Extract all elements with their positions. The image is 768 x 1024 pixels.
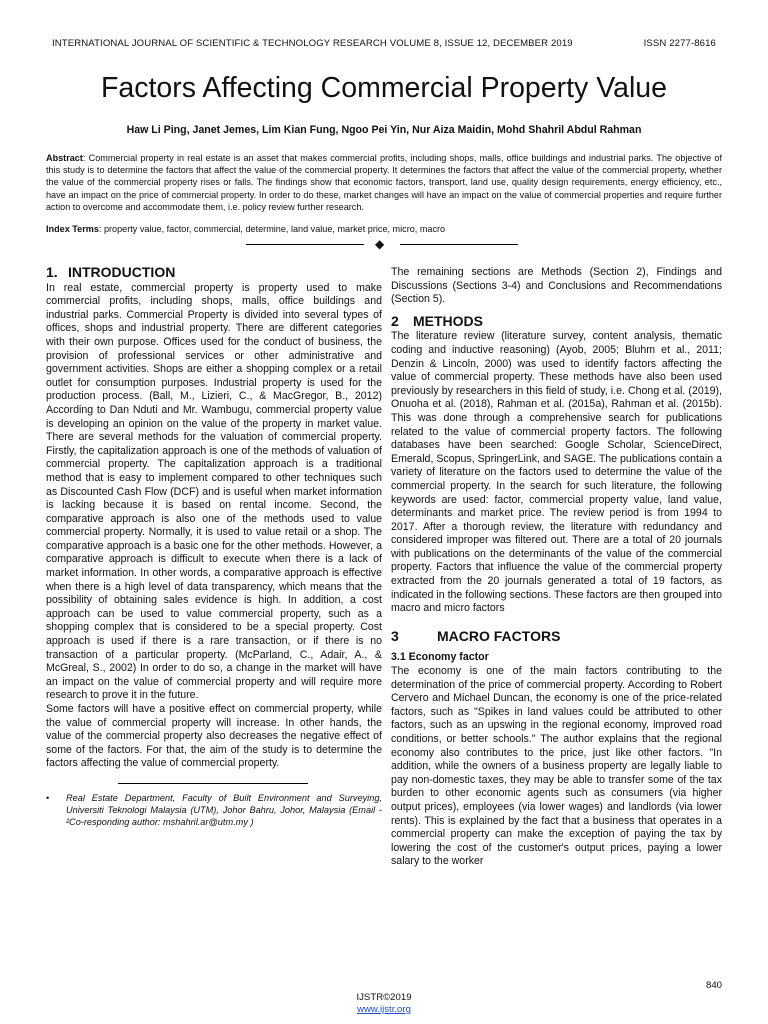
left-column — [46, 266, 382, 828]
introduction-number: 1. — [46, 264, 58, 280]
footnote — [46, 792, 382, 828]
introduction-title: INTRODUCTION — [68, 264, 176, 280]
index-terms-label: Index Terms — [46, 224, 99, 234]
separator-line-right — [400, 244, 518, 245]
economy-factor-heading: 3.1 Economy factor — [391, 651, 489, 664]
methods-number: 2 — [391, 312, 399, 329]
introduction-paragraph-2: Some factors will have a positive effect on commercial property, while the value of commercial property will increase. In other hands, the value of the commercial property also decreases the negative effect of some of the factors. For that, the aim of the study is to determine the factors affecting the value of commercial property. — [46, 703, 382, 770]
footnote-text: Real Estate Department, Faculty of Built Environment and Surveying, Universiti Teknologi Malaysia (UTM), Johor Bahru, Johor, Malaysia (Email - ²Co-responding author: mshahril.ar@utm.my ) — [66, 792, 382, 827]
page-number: 840 — [705, 980, 722, 991]
journal-website-link[interactable]: www.ijstr.org — [357, 1004, 411, 1015]
methods-title: METHODS — [413, 312, 483, 329]
section-separator — [246, 237, 518, 251]
footer — [0, 992, 768, 1016]
methods-heading — [391, 312, 722, 329]
introduction-heading — [46, 266, 382, 280]
issn-label: ISSN 2277-8616 — [643, 38, 716, 49]
introduction-paragraph-1: In real estate, commercial property is property used to make commercial profits, including shops, malls, office buildings and industrial parks. Commercial Property is divided into several types of offices, shops and industrial property. There are different categories with their own purpose. Offices used for the conduct of business, the provision of professional services or other administrative and government activities. Shops are either a shopping complex or a retail outlet for consumption purposes. Industrial property is used for the production process. (Ball, M., Lizieri, C., & MacGregor, B., 2012) According to Dan Nduti and Mr. Wambugu, commercial property value is developing an opinion on the value of the property in market value. There are several methods for the valuation of commercial property. Firstly, the capitalization approach is one of the methods of valuation of commercial property. The capitalization approach is a traditional method that is easy to implement compared to other techniques such as Discounted Cash Flow (DCF) and is useful when market information is lacking because it is based on rental income. Second, the comparative approach is also one of the methods used to value commercial property. Normally, it is used to value retail or a shop. The comparative approach is a basic one for the other methods. However, a comparative approach is difficult to execute when there is a lack of market information. In other words, a comparative approach is effective when there is a high level of data transparency, which means that the possibility of obtaining sales evidence is high. In addition, a cost approach can be used to value commercial property, such as a shopping complex that is considered to be a special property. Cost approach is used if there is a rare transaction, or if there is no transaction of a particular property. (McParland, C., Adair, A., & McGreal, S., 2002) In order to do so, a change in the market will have an impact on the value of commercial property and will require more research to prove it in the future. — [46, 281, 382, 702]
index-terms — [46, 224, 722, 234]
paper-title: Factors Affecting Commercial Property Value — [100, 72, 667, 104]
abstract-label: Abstract — [46, 153, 83, 163]
index-terms-text: : property value, factor, commercial, determine, land value, market price, micro, macro — [98, 224, 446, 234]
macro-factors-number: 3 — [391, 627, 399, 644]
macro-factors-heading — [391, 627, 722, 644]
footnote-rule — [118, 783, 308, 784]
journal-header: INTERNATIONAL JOURNAL OF SCIENTIFIC & TECHNOLOGY RESEARCH VOLUME 8, ISSUE 12, DECEMBER 2019 — [52, 38, 573, 49]
separator-diamond-icon: ◆ — [375, 237, 385, 251]
copyright-label: IJSTR©2019 — [356, 992, 412, 1003]
macro-factors-title: MACRO FACTORS — [437, 627, 561, 644]
abstract — [46, 152, 722, 213]
author-list: Haw Li Ping, Janet Jemes, Lim Kian Fung, Ngoo Pei Yin, Nur Aiza Maidin, Mohd Shahril Abdul Rahman — [126, 124, 642, 136]
abstract-text: : Commercial property in real estate is an asset that makes commercial profits, including shops, malls, office buildings and industrial parks. The objective of this study is to determine the factors that affect the value of the commercial property. It determines the factors that affect the value of the commercial property, whether the value of the commercial property rises or falls. The findings show that economic factors, transport, land use, quality design requirements, energy efficiency, etc., have an impact on the price of commercial property. In order to do these, market changes will have an impact on the value of commercial properties and require further action to overcome and accommodate them, i.e. policy review further research. — [46, 153, 722, 212]
right-column — [391, 266, 722, 869]
sections-overview: The remaining sections are Methods (Section 2), Findings and Discussions (Sections 3-4) and Conclusions and Recommendations (Section 5). — [391, 266, 722, 306]
methods-paragraph: The literature review (literature survey, content analysis, thematic coding and inductive reasoning) (Ayob, 2005; Bluhm et al., 2011; Denzin & Lincoln, 2000) was used to identify factors affecting the value of commercial property. These methods have also been used previously by researchers in this field of study, i.e. Chong et al. (2019), Onuoha et al. (2018), Rahman et al. (2015a), Rahman et al. (2015b). This was done through a comprehensive search for publications related to the value of commercial property factors. The following databases have been searched: Google Scholar, ScienceDirect, Emerald, Scopus, SpringerLink, and SAGE. The publications contain a variety of literature on the factors used to determine the value of the commercial property. In the search for such literature, the following keywords are used: factor, commercial property value, land value, determinants and market price. The review period is from 1994 to 2017. After a thorough review, the literature with redundancy and considered improper was filtered out. There are a total of 20 journals with publications on the determinants of the value of the commercial property. Factors that influence the value of the commercial property extracted from the 20 journals generated a total of 19 factors, as indicated in the following sections. These factors are then grouped into macro and micro factors — [391, 330, 722, 615]
footnote-bullet: • — [46, 792, 50, 803]
separator-line-left — [246, 244, 364, 245]
economy-factor-paragraph: The economy is one of the main factors contributing to the determination of the price of commercial property. According to Robert Cervero and Michael Duncan, the economy is one of the price-related factors, such as "Spikes in land values could be attributed to other factors, such as an upswing in the regional economy, improved road conditions, or better schools." The author explains that the regional economy also contributes to the price, just like other factors. "In addition, while the owners of a business property are legally liable to pay non-domestic taxes, they may be able to transfer some of the tax burden to other economic agents such as consumers (via higher output prices), employees (via lower wages) and landlords (via lower rents). This is explained by the fact that a business that operates in a commercial property can make the exception of paying the tax by lowering the cost of the customer's output prices, paying a lower salary to the worker — [391, 665, 722, 868]
